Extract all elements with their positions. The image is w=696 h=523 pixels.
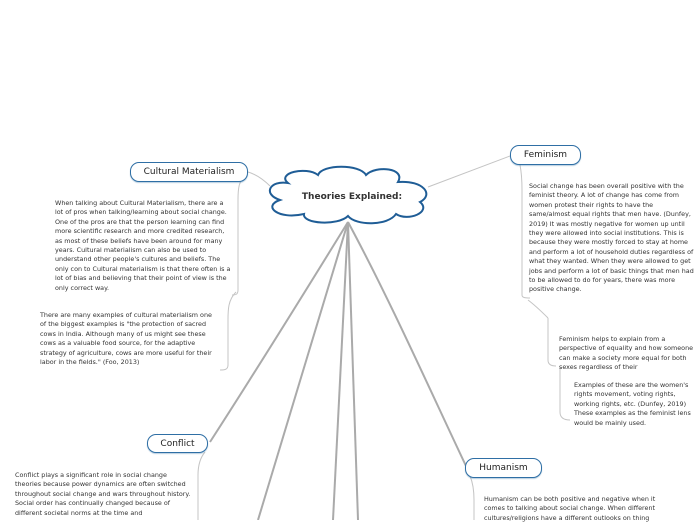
branch-line-cultural-materialism <box>248 172 270 186</box>
note-line-fem-4 <box>560 367 570 420</box>
note-cultural-materialism-pros-cons: When talking about Cultural Materialism, there are a lot of pros when talking/learning about social change. One of the pros are that the person learning can find more scientific research and more credited research, as most of these beliefs have been around for many years. Cultural materialism can also be used to understand other people's cultures and beliefs. The only con to Cultural materialism is that there often is a lot of bias and believing that their point of view is the only correct way. <box>55 199 231 292</box>
note-line-cm-1 <box>232 172 248 295</box>
note-line-fem-2 <box>528 300 548 318</box>
note-line-fem-3 <box>548 318 556 366</box>
branch-line-offscreen-3 <box>348 222 358 520</box>
note-line-humanism <box>470 476 474 520</box>
note-feminism-social-change: Social change has been overall positive with the feminist theory. A lot of change has come from women protest their rights to have the same/almost equal rights that men have. (Dunfey, 2019) It was mostly negative for women up until they were allowed into social institutions. This is because they were mostly forced to stay at home and perform a lot of household duties regardless of what they wanted. When they were allowed to get jobs and perform a lot of basic things that men had to be allowed to do for years, there was more positive change. <box>529 182 694 294</box>
topic-humanism[interactable]: Humanism <box>465 458 542 478</box>
topic-cultural-materialism[interactable]: Cultural Materialism <box>130 162 248 182</box>
note-cultural-materialism-example: There are many examples of cultural materialism one of the biggest examples is "the protection of sacred cows in India. Although many of us might see these cows as a valuable food source, for the adaptive strategy of agriculture, cows are more useful for their labor in the fields." (Foo, 2013) <box>40 311 212 367</box>
note-line-cm-2 <box>220 292 236 370</box>
branch-line-humanism <box>348 222 466 466</box>
note-conflict: Conflict plays a significant role in social change theories because power dynamics are often switched throughout social change and wars throughout history. Social order has continually changed because of different societal norms at the time and <box>15 471 191 517</box>
topic-feminism[interactable]: Feminism <box>510 145 581 165</box>
note-feminism-examples: Examples of these are the women's rights movement, voting rights, working rights, etc. (Dunfey, 2019) These examples as the feminist lens would be mainly used. <box>574 381 691 427</box>
topic-conflict[interactable]: Conflict <box>147 434 208 453</box>
note-line-conflict <box>198 452 205 520</box>
central-topic[interactable]: Theories Explained: <box>301 192 403 202</box>
branch-line-feminism <box>428 156 510 187</box>
note-feminism-equality: Feminism helps to explain from a perspective of equality and how someone can make a society more equal for both sexes regardless of their <box>559 335 694 372</box>
note-humanism: Humanism can be both positive and negative when it comes to talking about social change. When different cultures/religions have a different outlooks on thing <box>484 495 656 522</box>
